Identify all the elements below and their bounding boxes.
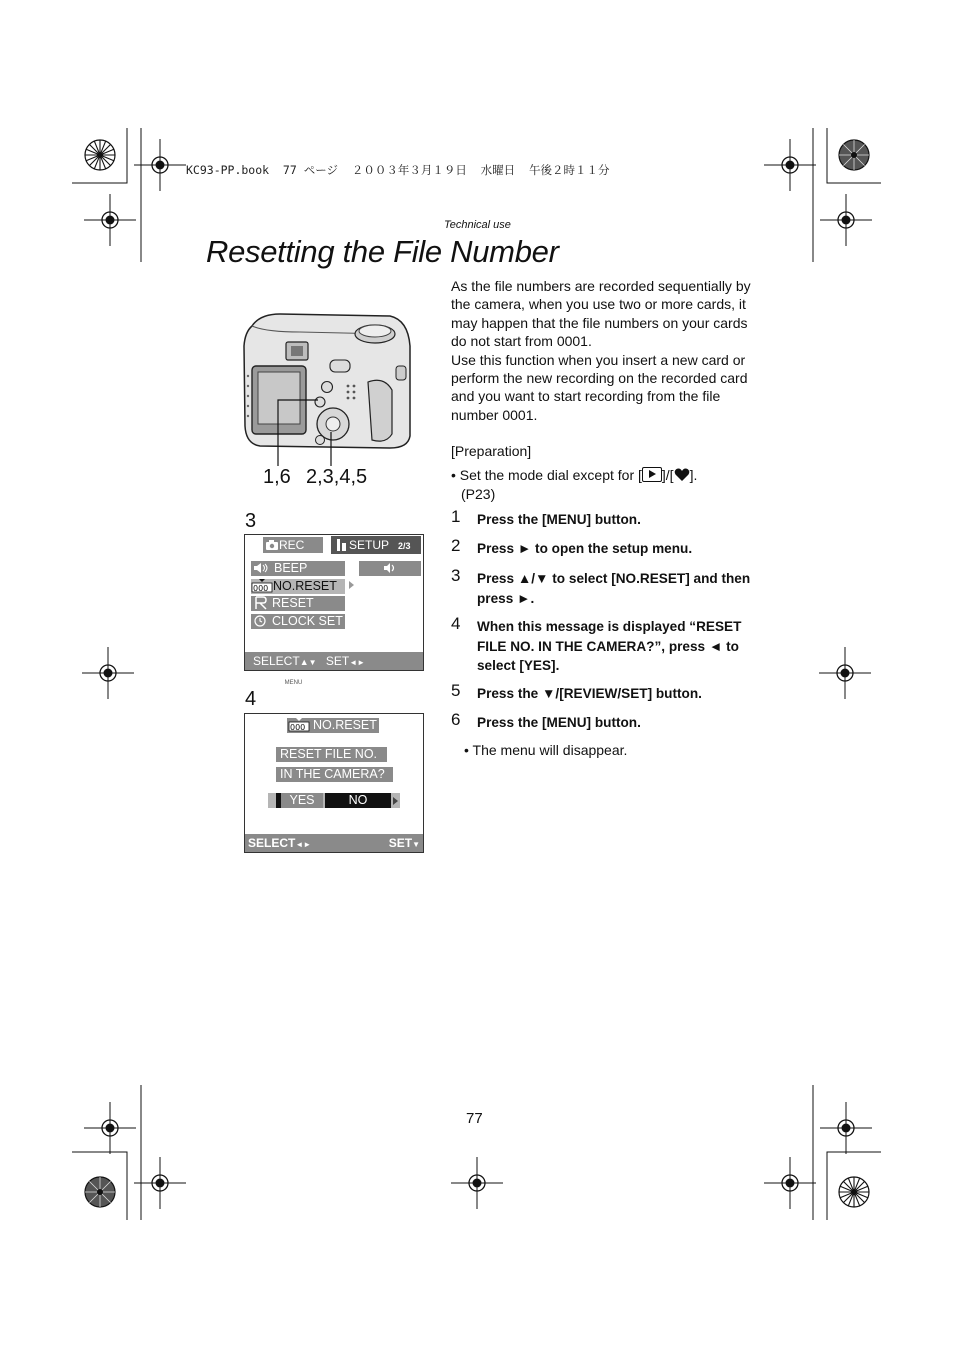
file-number-icon xyxy=(289,718,309,731)
step-number: 4 xyxy=(451,614,461,633)
intro-paragraph-1: As the file numbers are recorded sequentially by the camera, when you use two or more cards, it may happen that the file numbers on your cards do not start from 0001. xyxy=(451,278,751,350)
menu-item-clock-set-label: CLOCK SET xyxy=(272,614,343,628)
play-icon xyxy=(642,467,662,482)
chevron-right-icon xyxy=(393,797,398,805)
speaker-icon xyxy=(254,563,270,573)
step-text: Press the ▼/[REVIEW/SET] button. xyxy=(477,686,702,701)
preparation-bullet-suffix: ]. xyxy=(689,467,698,483)
menu-item-reset xyxy=(251,596,345,611)
menu-item-beep xyxy=(251,561,345,576)
preparation-bullet-mid: ]/[ xyxy=(661,467,674,483)
print-meta-line: KC93-PP.book 77 ページ ２００３年３月１９日 水曜日 午後２時１１分 xyxy=(186,163,610,177)
callout-left: 1,6 xyxy=(263,466,291,488)
camera-icon xyxy=(266,540,278,550)
screen4-footer: SELECT◄► SET▼ xyxy=(245,834,423,852)
menu-item-no-reset xyxy=(251,579,345,594)
intro-text xyxy=(451,277,753,424)
option-no: NO xyxy=(325,793,391,808)
footer-exit: EXIT xyxy=(255,674,282,688)
file-number-icon xyxy=(252,579,272,592)
setup-wrench-icon xyxy=(335,539,347,551)
tab-rec-label: REC xyxy=(279,538,305,552)
heart-icon xyxy=(674,468,690,482)
preparation-bullet xyxy=(451,466,751,504)
submenu-arrow-icon xyxy=(349,581,354,589)
step-number: 5 xyxy=(451,681,461,700)
page-title: Resetting the File Number xyxy=(206,234,559,269)
svg-text:000: 000 xyxy=(253,584,269,593)
camera-icon xyxy=(240,306,412,466)
screen3-menu xyxy=(244,534,424,688)
tab-rec xyxy=(263,537,323,553)
svg-text:000: 000 xyxy=(290,723,306,732)
confirm-line-2: IN THE CAMERA? xyxy=(276,767,393,782)
tab-setup xyxy=(331,536,421,554)
preparation-bullet-prefix: • Set the mode dial except for [ xyxy=(451,467,642,483)
step-number: 3 xyxy=(451,566,461,585)
menu-item-no-reset-label: NO.RESET xyxy=(273,579,337,593)
screen4-label: 4 xyxy=(245,688,257,710)
footer-set: SET xyxy=(388,836,413,850)
clock-icon xyxy=(254,615,266,627)
option-yes: YES xyxy=(281,793,323,808)
menu-item-clock-set xyxy=(251,614,345,629)
step-text: When this message is displayed “RESET FILE NO. IN THE CAMERA?”, press ◄ to select [YES]. xyxy=(477,619,742,673)
step-text: Press ► to open the setup menu. xyxy=(477,541,693,556)
menu-item-reset-label: RESET xyxy=(272,596,314,610)
step-note: • The menu will disappear. xyxy=(464,742,628,758)
screen3-label: 3 xyxy=(245,510,257,532)
step-number: 6 xyxy=(451,710,461,729)
footer-select: SELECT xyxy=(253,654,300,668)
page-number: 77 xyxy=(466,1110,483,1127)
menu-item-beep-label: BEEP xyxy=(274,561,308,575)
preparation-bullet-ref: (P23) xyxy=(461,486,496,502)
beep-value xyxy=(359,561,421,576)
screen4-title-label: NO.RESET xyxy=(313,718,377,732)
step-number: 2 xyxy=(451,536,461,555)
camera-figure xyxy=(240,306,412,496)
reset-icon xyxy=(254,597,268,609)
screen4-confirm xyxy=(244,713,424,853)
screen3-footer: SELECT▲▼ SET◄► EXIT MENU xyxy=(245,652,423,670)
footer-select: SELECT xyxy=(248,836,296,850)
footer-menu-badge: MENU xyxy=(284,680,303,686)
step-text: Press the [MENU] button. xyxy=(477,715,641,730)
callout-right: 2,3,4,5 xyxy=(306,466,368,488)
page-indicator: 2/3 xyxy=(398,541,411,551)
speaker-icon xyxy=(383,563,397,573)
step-text: Press the [MENU] button. xyxy=(477,512,641,527)
intro-paragraph-2: Use this function when you insert a new card or perform the new recording on the recorded card and you want to start recording from the file number 0001. xyxy=(451,351,748,423)
section-tag: Technical use xyxy=(444,219,511,231)
footer-set: SET xyxy=(325,654,350,668)
preparation-label: [Preparation] xyxy=(451,443,532,459)
step-number: 1 xyxy=(451,507,461,526)
step-text: Press ▲/▼ to select [NO.RESET] and then press ►. xyxy=(477,571,751,606)
confirm-line-1: RESET FILE NO. xyxy=(276,747,387,762)
tab-setup-label: SETUP xyxy=(349,538,390,552)
screen4-title xyxy=(287,718,379,733)
